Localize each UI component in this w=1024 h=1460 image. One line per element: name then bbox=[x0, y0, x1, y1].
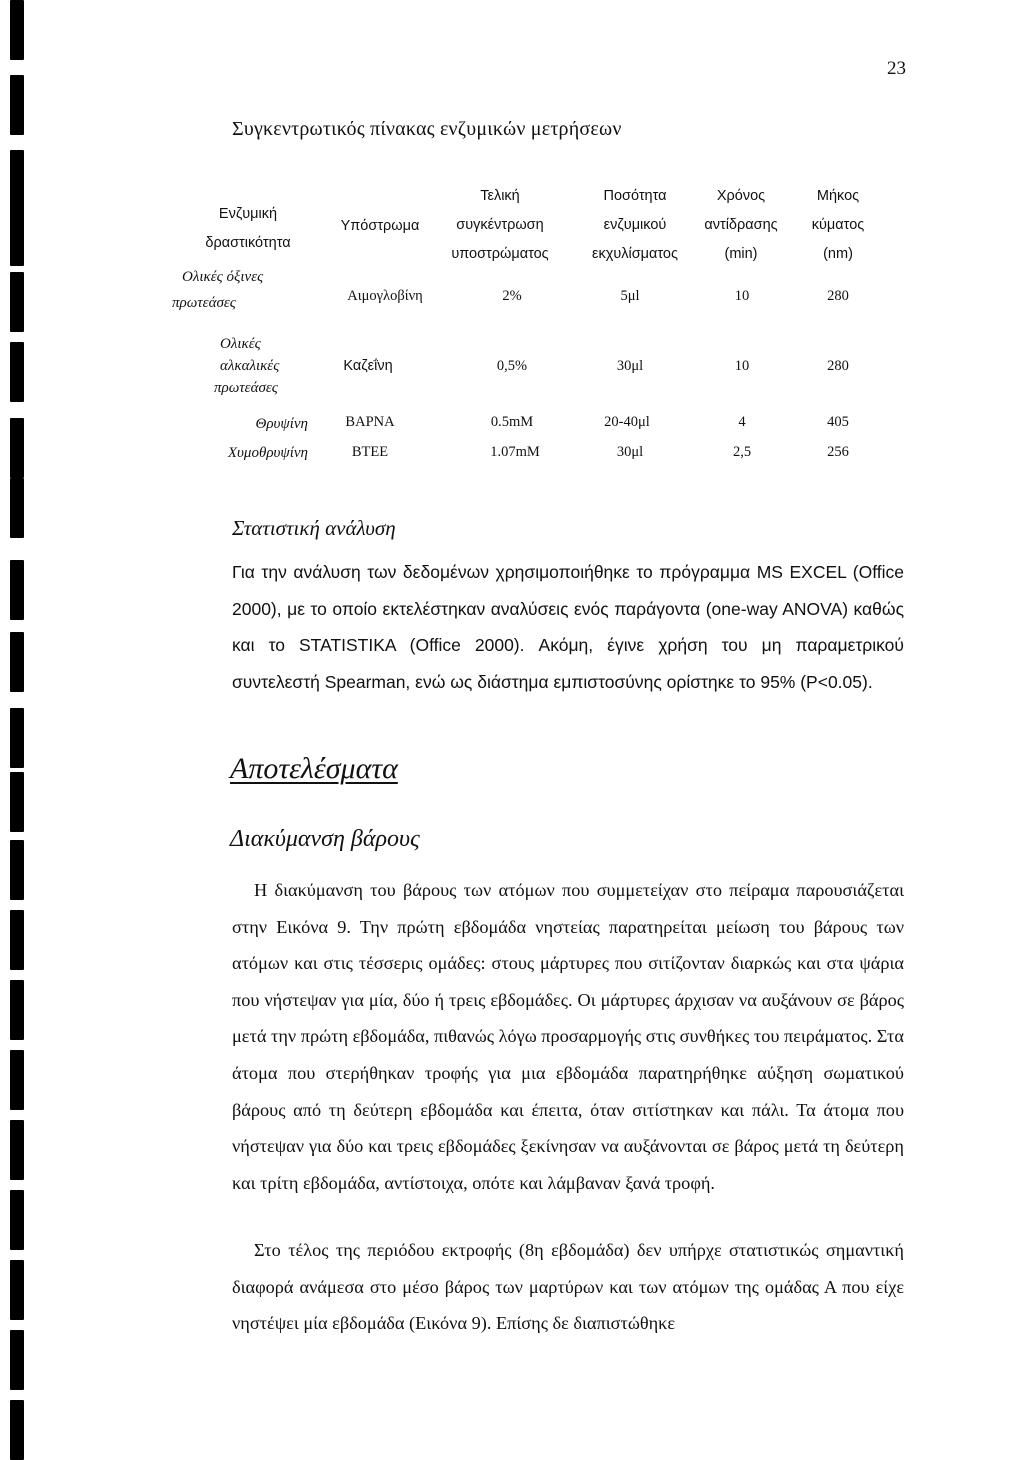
header-activity bbox=[178, 200, 318, 258]
cell-time: 10 bbox=[734, 358, 750, 374]
row-label-line: Ολικές όξινες bbox=[182, 269, 264, 285]
cell-final-conc: 1.07mM bbox=[490, 444, 540, 460]
header-enzyme-qty-line: εκχυλίσματος bbox=[592, 246, 678, 262]
cell-enzyme-qty: 5μl bbox=[620, 288, 640, 304]
header-substrate-line: Υπόστρωμα bbox=[340, 218, 420, 234]
cell-final-conc: 0.5mM bbox=[490, 414, 534, 430]
header-time-line: (min) bbox=[724, 246, 758, 262]
header-activity-line: Ενζυμική bbox=[218, 206, 278, 222]
binding-mark bbox=[10, 1120, 24, 1180]
row-label-trypsin: Θρυψίνη bbox=[255, 416, 308, 432]
binding-mark bbox=[10, 1190, 24, 1250]
header-wavelength-line: (nm) bbox=[823, 246, 853, 262]
cell-enzyme-qty: 30μl bbox=[616, 444, 644, 460]
header-wavelength-line: κύματος bbox=[811, 217, 865, 233]
binding-mark bbox=[10, 560, 24, 620]
binding-mark bbox=[10, 75, 24, 135]
cell-enzyme-qty: 30μl bbox=[616, 358, 644, 374]
binding-mark bbox=[10, 150, 24, 210]
binding-mark bbox=[10, 272, 24, 332]
binding-mark bbox=[10, 980, 24, 1040]
binding-mark bbox=[10, 342, 24, 402]
cell-wavelength: 280 bbox=[827, 358, 849, 374]
page-number: 23 bbox=[887, 58, 906, 79]
binding-mark bbox=[10, 1050, 24, 1110]
binding-mark bbox=[10, 206, 24, 266]
row-label-line: πρωτεάσες bbox=[172, 295, 236, 311]
results-paragraph-1: Η διακύμανση του βάρους των ατόμων που συμμετείχαν στο πείραμα παρουσιάζεται στην Εικόνα 9. Την πρώτη εβδομάδα νηστείας παρατηρείται μείωση του βάρους των ατόμων και στις τέσσερις ομάδες: στους μάρτυρες που σιτίζονταν διαρκώς και στα ψάρια που νήστεψαν για μία, δύο ή τρεις εβδομάδες. Οι μάρτυρες άρχισαν να αυξάνουν σε βάρος μετά την πρώτη εβδομάδα, πιθανώς λόγω προσαρμογής στις συνθήκες του πειράματος. Στα άτομα που στερήθηκαν τροφής για μια εβδομάδα παρατηρήθηκε αύξηση σωματικού βάρους από τη δεύτερη εβδομάδα και έπειτα, όταν σιτίστηκαν και πάλι. Τα άτομα που νήστεψαν για δύο και τρεις εβδομάδες ξεκίνησαν να αυξάνονται σε βάρος μετά τη δεύτερη και τρίτη εβδομάδα, αντίστοιχα, οπότε και λάμβαναν ξανά τροφή. bbox=[232, 880, 904, 1193]
cell-final-conc: 0,5% bbox=[496, 358, 528, 374]
binding-mark bbox=[10, 772, 24, 832]
results-paragraph-2: Στο τέλος της περιόδου εκτροφής (8η εβδομάδα) δεν υπήρχε στατιστικώς σημαντική διαφορά ανάμεσα στο μέσο βάρος των μαρτύρων και των ατόμων της ομάδας Α που είχε νηστέψει μία εβδομάδα (Εικόνα 9). Επίσης δε διαπιστώθηκε bbox=[232, 1240, 904, 1334]
table-caption: Συγκεντρωτικός πίνακας ενζυμικών μετρήσεων bbox=[232, 118, 622, 140]
cell-wavelength: 405 bbox=[827, 414, 849, 430]
row-label-line: αλκαλικές bbox=[220, 358, 280, 374]
header-final-conc-line: υποστρώματος bbox=[451, 246, 549, 262]
binding-mark bbox=[10, 478, 24, 538]
binding-mark bbox=[10, 1330, 24, 1390]
statistics-paragraph: Για την ανάλυση των δεδομένων χρησιμοποιήθηκε το πρόγραμμα MS EXCEL (Office 2000), με το οποίο εκτελέστηκαν αναλύσεις ενός παράγοντα (one-way ANOVA) καθώς και το STATISTIKA (Office 2000). Ακόμη, έγινε χρήση του μη παραμετρικού συντελεστή Spearman, ενώ ως διάστημα εμπιστοσύνης ορίστηκε το 95% (P<0.05). bbox=[232, 562, 904, 692]
binding-mark bbox=[10, 0, 24, 60]
binding-mark bbox=[10, 632, 24, 692]
cell-wavelength: 256 bbox=[827, 444, 849, 460]
binding-mark bbox=[10, 1400, 24, 1460]
binding-mark bbox=[10, 708, 24, 768]
cell-final-conc: 2% bbox=[502, 288, 522, 304]
results-heading: Αποτελέσματα bbox=[230, 752, 398, 785]
cell-substrate: Καζεΐνη bbox=[343, 358, 393, 374]
header-final-conc-line: συγκέντρωση bbox=[456, 217, 544, 233]
statistics-heading: Στατιστική ανάλυση bbox=[232, 516, 396, 540]
row-label-line: Ολικές bbox=[220, 336, 261, 352]
cell-substrate: BAPNA bbox=[345, 414, 395, 430]
header-final-conc bbox=[430, 182, 570, 269]
header-final-conc-line: Τελική bbox=[480, 188, 520, 204]
binding-mark bbox=[10, 418, 24, 478]
row-label-line: πρωτεάσες bbox=[214, 380, 278, 396]
header-wavelength bbox=[768, 182, 908, 269]
row-label-acid-proteases bbox=[172, 266, 312, 314]
header-enzyme-qty-line: Ποσότητα bbox=[603, 188, 667, 204]
binding-mark bbox=[10, 910, 24, 970]
weight-variation-subheading: Διακύμανση βάρους bbox=[230, 826, 420, 852]
cell-time: 4 bbox=[738, 414, 746, 430]
cell-enzyme-qty: 20-40μl bbox=[604, 414, 650, 430]
header-enzyme-qty-line: ενζυμικού bbox=[603, 217, 667, 233]
cell-substrate: BTEE bbox=[351, 444, 389, 460]
cell-time: 2,5 bbox=[732, 444, 752, 460]
cell-time: 10 bbox=[734, 288, 750, 304]
cell-wavelength: 280 bbox=[827, 288, 849, 304]
header-activity-line: δραστικότητα bbox=[205, 235, 291, 251]
header-wavelength-line: Μήκος bbox=[816, 188, 860, 204]
header-time-line: Χρόνος bbox=[716, 188, 766, 204]
header-time-line: αντίδρασης bbox=[704, 217, 778, 233]
binding-mark bbox=[10, 840, 24, 900]
row-label-alkaline-proteases bbox=[214, 333, 334, 399]
row-label-chymotrypsin: Χυμοθρυψίνη bbox=[227, 445, 308, 461]
cell-substrate: Αιμογλοβίνη bbox=[347, 288, 423, 304]
header-substrate bbox=[320, 212, 440, 241]
binding-mark bbox=[10, 1260, 24, 1320]
